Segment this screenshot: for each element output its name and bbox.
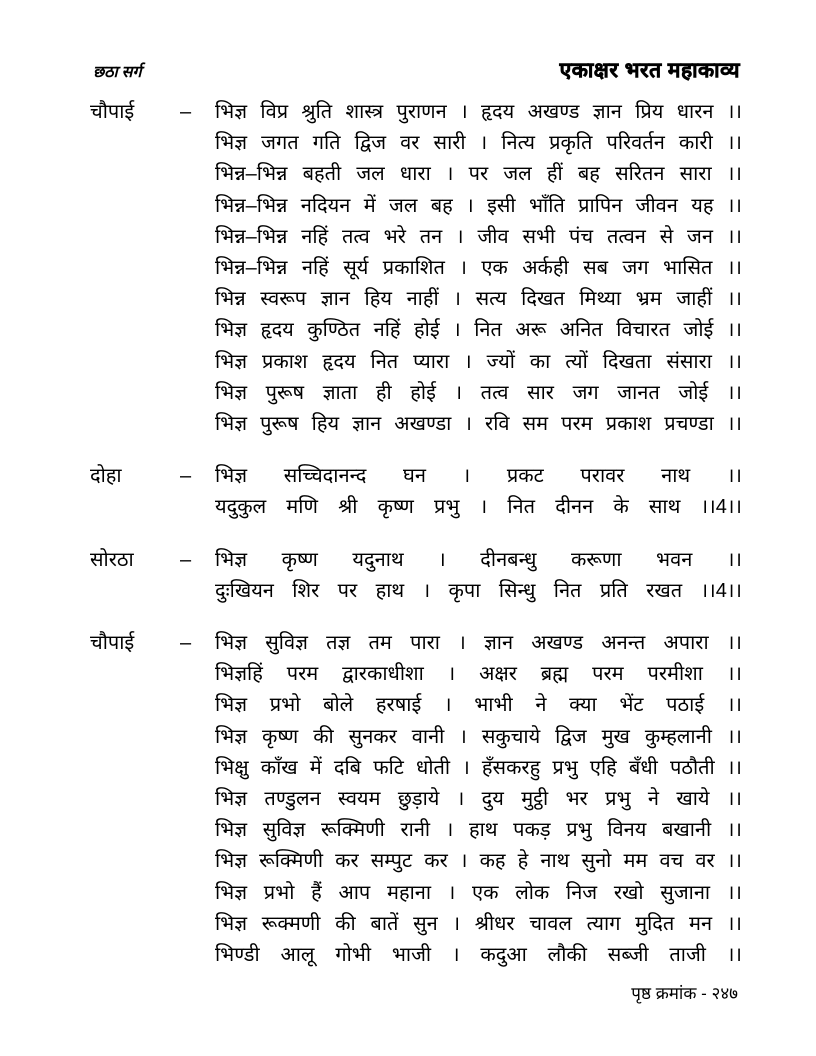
- verse-line: भिन्न–भिन्न नहिं तत्व भरे तन । जीव सभी पंच तत्वन से जन ।।: [215, 225, 742, 248]
- section-label: दोहा: [90, 465, 122, 488]
- verse-line: भिज्ञ प्रभो बोले हरषाई । भाभी ने क्या भेंट पठाई ।।: [215, 694, 742, 717]
- verse-line: भिज्ञ तण्डुलन स्वयम छुड़ाये । दुय मुट्ठी भर प्रभु ने खाये ।।: [215, 788, 742, 811]
- verse-line: भिन्न स्वरूप ज्ञान हिय नाहीं । सत्य दिखत मिथ्या भ्रम जाहीं ।।: [215, 288, 742, 311]
- verse-line: भिज्ञ कृष्ण की सुनकर वानी । सकुचाये द्विज मुख कुम्हलानी ।।: [215, 725, 742, 748]
- verse-line: भिज्ञहिं परम द्वारकाधीशा । अक्षर ब्रह्म परम परमीशा ।।: [215, 663, 742, 686]
- verse-lines: [215, 97, 742, 440]
- verse-line: भिज्ञ विप्र श्रुति शास्त्र पुराणन । हृदय अखण्ड ज्ञान प्रिय धारन ।।: [215, 101, 742, 123]
- section-label: सोरठा: [90, 548, 134, 571]
- verse-lines: [215, 628, 742, 971]
- verse-line: भिज्ञ सुविज्ञ रूक्मिणी रानी । हाथ पकड़ प्रभु विनय बखानी ।।: [215, 819, 742, 842]
- verse-line: भिज्ञ सुविज्ञ तज्ञ तम पारा । ज्ञान अखण्ड अनन्त अपारा ।।: [215, 632, 742, 655]
- chapter-label: छठा सर्ग: [93, 64, 142, 81]
- verse-line: भिज्ञ रूक्मिणी कर सम्पुट कर । कह हे नाथ सुनो मम वच वर ।।: [215, 850, 742, 873]
- verse-line: भिज्ञ प्रकाश हृदय नित प्यारा । ज्यों का त्यों दिखता संसारा ।।: [215, 350, 742, 373]
- verse-line: यदुकुल मणि श्री कृष्ण प्रभु । नित दीनन के साथ ।।4।।: [215, 496, 742, 519]
- verse-section: [90, 628, 742, 971]
- verse-section: [90, 97, 742, 440]
- verse-line: भिण्डी आलू गोभी भाजी । कदुआ लौकी सब्जी ताजी ।।: [215, 944, 742, 967]
- verse-line: भिज्ञ रूक्मणी की बातें सुन । श्रीधर चावल त्याग मुदित मन ।।: [215, 912, 742, 935]
- verse-section: [90, 461, 742, 523]
- section-label: चौपाई: [90, 101, 135, 123]
- page-number-footer: पृष्ठ क्रमांक - २४७: [631, 984, 738, 1003]
- section-dash: –: [180, 465, 192, 488]
- book-title: एकाक्षर भरत महाकाव्य: [559, 59, 740, 82]
- verse-sections: [90, 97, 742, 992]
- section-label: चौपाई: [90, 632, 135, 655]
- verse-line: भिज्ञ पुरूष ज्ञाता ही होई । तत्व सार जग जानत जोई ।।: [215, 381, 742, 404]
- verse-line: भिज्ञ प्रभो हैं आप महाना । एक लोक निज रखो सुजाना ।।: [215, 881, 742, 904]
- running-header: [93, 56, 740, 84]
- verse-line: भिज्ञ जगत गति द्विज वर सारी । नित्य प्रकृति परिवर्तन कारी ।।: [215, 132, 742, 155]
- section-dash: –: [180, 548, 192, 571]
- verse-line: भिज्ञ कृष्ण यदुनाथ । दीनबन्धु करूणा भवन ।।: [215, 548, 742, 571]
- verse-line: भिज्ञ सच्चिदानन्द घन । प्रकट परावर नाथ ।।: [215, 465, 742, 488]
- verse-line: भिन्न–भिन्न नदियन में जल बह । इसी भाँति प्रापिन जीवन यह ।।: [215, 194, 742, 217]
- verse-lines: [215, 461, 742, 523]
- section-dash: –: [180, 101, 192, 123]
- verse-line: भिक्षु काँख में दबि फटि धोती । हँसकरहु प्रभु एहि बँधी पठौती ।।: [215, 756, 742, 779]
- verse-line: भिज्ञ हृदय कुण्ठित नहिं होई । नित अरू अनित विचारत जोई ।।: [215, 319, 742, 342]
- verse-line: भिन्न–भिन्न बहती जल धारा । पर जल हीं बह सरितन सारा ।।: [215, 163, 742, 186]
- verse-line: भिन्न–भिन्न नहिं सूर्य प्रकाशित । एक अर्कही सब जग भासित ।।: [215, 257, 742, 280]
- verse-line: भिज्ञ पुरूष हिय ज्ञान अखण्डा । रवि सम परम प्रकाश प्रचण्डा ।।: [215, 413, 742, 436]
- verse-line: दुःखियन शिर पर हाथ । कृपा सिन्धु नित प्रति रखत ।।4।।: [215, 579, 742, 602]
- verse-lines: [215, 545, 742, 607]
- section-dash: –: [180, 632, 192, 655]
- verse-section: [90, 545, 742, 607]
